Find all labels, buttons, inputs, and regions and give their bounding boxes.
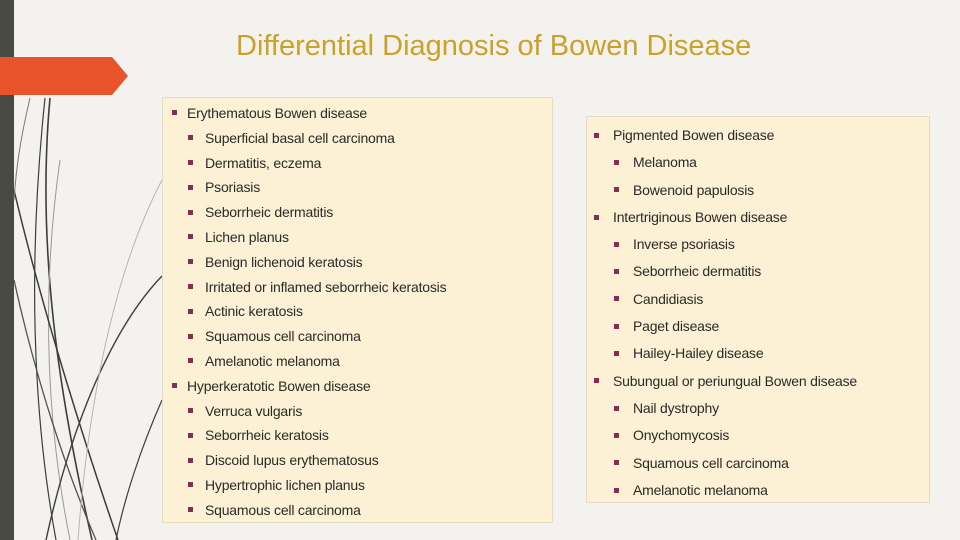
group-item xyxy=(163,101,552,126)
sub-list xyxy=(587,149,929,204)
bullet-icon xyxy=(188,309,193,314)
list-item xyxy=(163,225,552,250)
list-item xyxy=(587,149,929,176)
group-pigmented xyxy=(587,122,929,204)
list-item xyxy=(163,349,552,374)
list-item-label: Superficial basal cell carcinoma xyxy=(205,129,395,146)
group-label: Erythematous Bowen disease xyxy=(187,105,368,121)
bullet-icon xyxy=(594,215,599,220)
list-item xyxy=(163,250,552,275)
group-item xyxy=(163,374,552,399)
list-item xyxy=(163,126,552,151)
list-item-label: Onychomycosis xyxy=(633,427,730,444)
list-item xyxy=(587,422,929,449)
group-subungual xyxy=(587,368,929,504)
list-item xyxy=(587,477,929,504)
list-item xyxy=(163,473,552,498)
bullet-icon xyxy=(614,488,619,493)
list-item xyxy=(163,498,552,523)
right-diagnosis-panel xyxy=(586,116,930,503)
list-item-label: Seborrheic dermatitis xyxy=(633,263,762,280)
bullet-icon xyxy=(188,234,193,239)
list-item xyxy=(163,299,552,324)
list-item xyxy=(587,258,929,285)
list-item-label: Squamous cell carcinoma xyxy=(633,454,789,471)
list-item xyxy=(163,399,552,424)
list-item xyxy=(163,275,552,300)
list-item xyxy=(587,177,929,204)
list-item xyxy=(587,340,929,367)
list-item-label: Candidiasis xyxy=(633,290,704,307)
list-item-label: Dermatitis, eczema xyxy=(205,154,322,171)
list-item-label: Hypertrophic lichen planus xyxy=(205,476,365,493)
slide-title: Differential Diagnosis of Bowen Disease xyxy=(236,30,752,62)
bullet-icon xyxy=(614,324,619,329)
list-item-label: Hailey-Hailey disease xyxy=(633,345,764,362)
group-label: Hyperkeratotic Bowen disease xyxy=(187,377,371,394)
list-item xyxy=(163,423,552,448)
bullet-icon xyxy=(614,406,619,411)
list-item-label: Bowenoid papulosis xyxy=(633,181,754,198)
list-item-label: Discoid lupus erythematosus xyxy=(205,452,379,469)
list-item xyxy=(587,450,929,477)
list-item-label: Verruca vulgaris xyxy=(205,402,303,419)
list-item xyxy=(587,313,929,340)
bullet-icon xyxy=(614,160,619,165)
list-item-label: Amelanotic melanoma xyxy=(633,481,768,498)
group-label: Subungual or periungual Bowen disease xyxy=(613,372,858,389)
group-label: Pigmented Bowen disease xyxy=(613,127,775,143)
bullet-icon xyxy=(188,334,193,339)
list-item-label: Amelanotic melanoma xyxy=(205,352,340,369)
sub-list xyxy=(587,231,929,367)
group-item xyxy=(587,122,929,149)
bullet-icon xyxy=(188,210,193,215)
list-item-label: Lichen planus xyxy=(205,228,289,245)
sub-list xyxy=(163,399,552,523)
list-item xyxy=(163,200,552,225)
list-item xyxy=(163,175,552,200)
bullet-icon xyxy=(614,351,619,356)
bullet-icon xyxy=(188,507,193,512)
bullet-icon xyxy=(188,160,193,165)
bullet-icon xyxy=(188,433,193,438)
list-item xyxy=(163,324,552,349)
list-item-label: Seborrheic keratosis xyxy=(205,427,329,444)
bullet-icon xyxy=(188,259,193,264)
list-item-label: Melanoma xyxy=(633,154,697,171)
bullet-icon xyxy=(188,284,193,289)
accent-arrow-fill xyxy=(0,57,128,95)
bullet-icon xyxy=(614,269,619,274)
list-item-label: Psoriasis xyxy=(205,179,260,196)
list-item-label: Inverse psoriasis xyxy=(633,236,735,253)
group-item xyxy=(587,368,929,395)
bullet-icon xyxy=(594,378,599,383)
list-item-label: Squamous cell carcinoma xyxy=(205,501,361,518)
bullet-icon xyxy=(188,482,193,487)
bullet-icon xyxy=(614,433,619,438)
bullet-icon xyxy=(188,408,193,413)
list-item-label: Seborrheic dermatitis xyxy=(205,204,334,221)
bullet-icon xyxy=(614,187,619,192)
list-item xyxy=(587,395,929,422)
bullet-icon xyxy=(188,185,193,190)
bullet-icon xyxy=(614,242,619,247)
list-item xyxy=(587,286,929,313)
group-erythematous xyxy=(163,101,552,374)
bullet-icon xyxy=(188,458,193,463)
bullet-icon xyxy=(594,133,599,138)
bullet-icon xyxy=(172,383,177,388)
accent-arrow-shape xyxy=(0,57,130,97)
bullet-icon xyxy=(614,296,619,301)
left-diagnosis-panel xyxy=(162,97,553,523)
list-item xyxy=(163,151,552,176)
group-hyperkeratotic xyxy=(163,374,552,523)
sub-list xyxy=(587,395,929,504)
list-item xyxy=(587,231,929,258)
bullet-icon xyxy=(614,460,619,465)
bullet-icon xyxy=(172,110,177,115)
list-item-label: Actinic keratosis xyxy=(205,303,303,320)
list-item-label: Nail dystrophy xyxy=(633,399,719,416)
list-item-label: Irritated or inflamed seborrheic keratosis xyxy=(205,278,447,295)
list-item-label: Benign lichenoid keratosis xyxy=(205,253,363,270)
group-intertriginous xyxy=(587,204,929,368)
sub-list xyxy=(163,126,552,374)
group-label: Intertriginous Bowen disease xyxy=(613,208,788,225)
list-item xyxy=(163,448,552,473)
right-group-list xyxy=(587,122,929,504)
bullet-icon xyxy=(188,135,193,140)
left-group-list xyxy=(163,101,552,523)
list-item-label: Squamous cell carcinoma xyxy=(205,328,361,345)
group-item xyxy=(587,204,929,231)
bullet-icon xyxy=(188,358,193,363)
list-item-label: Paget disease xyxy=(633,318,720,335)
